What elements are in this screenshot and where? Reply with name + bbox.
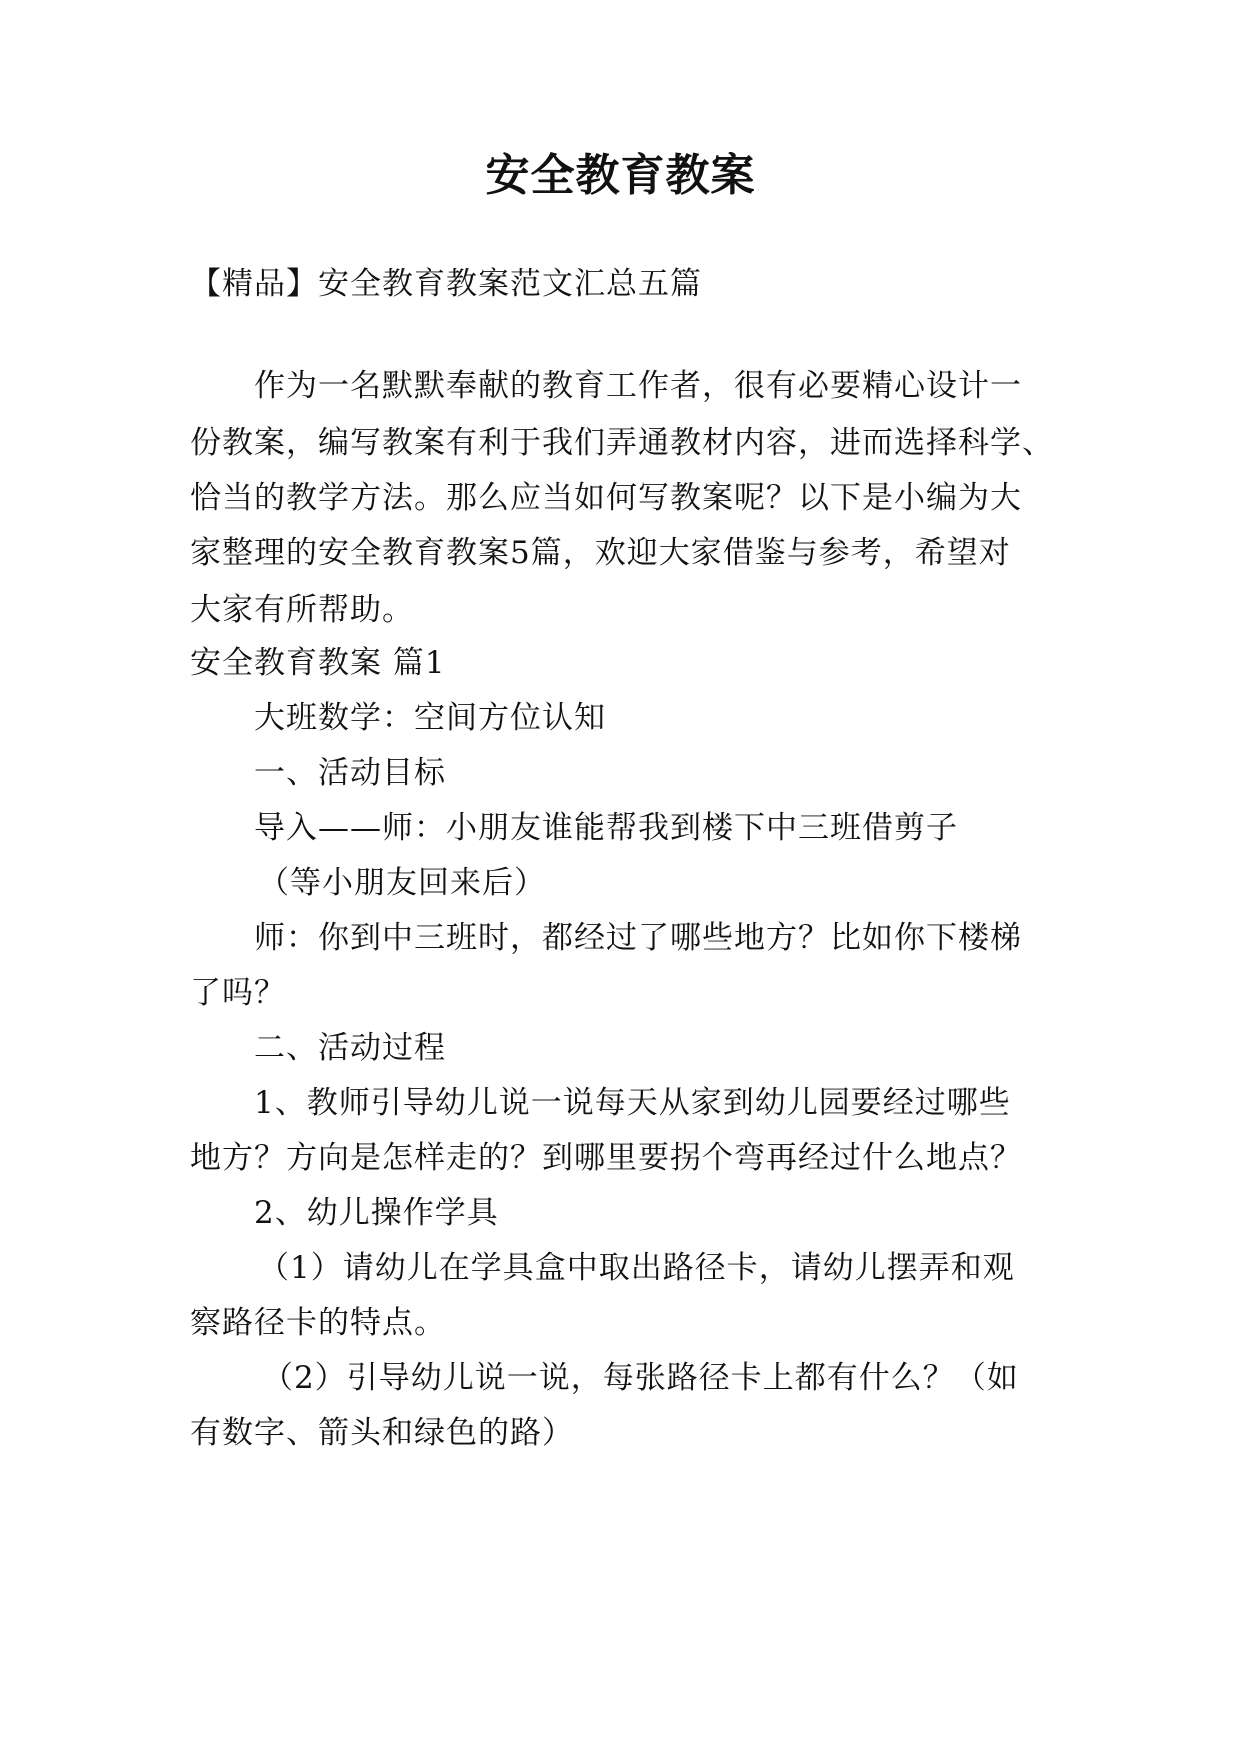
body-line: 大班数学：空间方位认知 [254, 700, 606, 736]
body-line: 师：你到中三班时，都经过了哪些地方？比如你下楼梯 [254, 920, 1022, 956]
body-line: 有数字、箭头和绿色的路） [190, 1415, 574, 1451]
body-line: 2、幼儿操作学具 [254, 1195, 499, 1231]
document-subtitle: 【精品】安全教育教案范文汇总五篇 [190, 266, 702, 302]
body-line: 察路径卡的特点。 [190, 1305, 446, 1341]
body-line: 了吗？ [190, 975, 286, 1011]
intro-line: 份教案，编写教案有利于我们弄通教材内容，进而选择科学、 [190, 425, 1054, 461]
section-heading: 安全教育教案 篇1 [190, 645, 446, 681]
body-line: （2）引导幼儿说一说，每张路径卡上都有什么？（如 [262, 1360, 1019, 1396]
document-title: 安全教育教案 [485, 150, 756, 201]
body-line: 地方？方向是怎样走的？到哪里要拐个弯再经过什么地点？ [190, 1140, 1022, 1176]
intro-line: 作为一名默默奉献的教育工作者，很有必要精心设计一 [254, 368, 1022, 404]
body-line: 1、教师引导幼儿说一说每天从家到幼儿园要经过哪些 [254, 1085, 1011, 1121]
body-line: （1）请幼儿在学具盒中取出路径卡，请幼儿摆弄和观 [258, 1250, 1015, 1286]
body-line: 导入——师：小朋友谁能帮我到楼下中三班借剪子 [254, 810, 958, 846]
body-line: （等小朋友回来后） [258, 865, 546, 901]
body-line: 一、活动目标 [254, 755, 446, 791]
intro-line: 大家有所帮助。 [190, 592, 414, 628]
intro-line: 恰当的教学方法。那么应当如何写教案呢？以下是小编为大 [190, 480, 1022, 516]
intro-line: 家整理的安全教育教案5篇，欢迎大家借鉴与参考，希望对 [190, 535, 1011, 571]
body-line: 二、活动过程 [254, 1030, 446, 1066]
